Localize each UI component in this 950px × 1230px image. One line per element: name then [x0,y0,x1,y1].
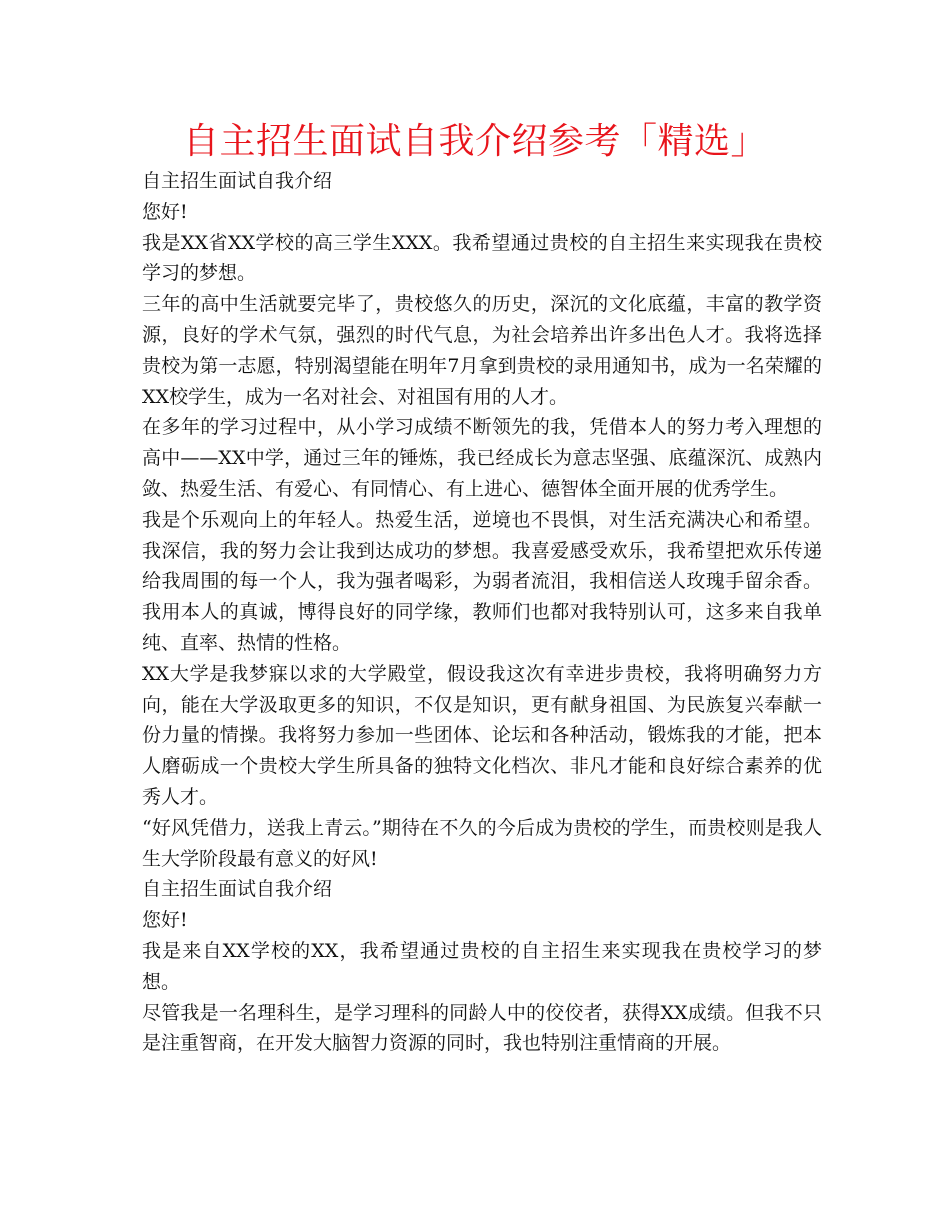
paragraph-university-goal: XX大学是我梦寐以求的大学殿堂，假设我这次有幸进步贵校，我将明确努力方向，能在大学汲取更多的知识，不仅是知识，更有献身祖国、为民族复兴奉献一份力量的情操。我将努力参加一些团体、论坛和各种活动，锻炼我的才能，把本人磨砺成一个贵校大学生所具备的独特文化档次、非凡才能和良好综合素养的优秀人才。 [142,662,822,808]
paragraph-intro-2: 我是来自XX学校的XX，我希望通过贵校的自主招生来实现我在贵校学习的梦想。 [142,939,822,993]
paragraph-intro-1: 我是XX省XX学校的高三学生XXX。我希望通过贵校的自主招生来实现我在贵校学习的梦想。 [142,231,822,285]
paragraph-personality: 我是个乐观向上的年轻人。热爱生活，逆境也不畏惧，对生活充满决心和希望。我深信，我的努力会让我到达成功的梦想。我喜爱感受欢乐，我希望把欢乐传递给我周围的每一个人，我为强者喝彩，为弱者流泪，我相信送人玫瑰手留余香。我用本人的真诚，博得良好的同学缘，教师们也都对我特别认可，这多来自我单纯、直率、热情的性格。 [142,508,822,654]
paragraph-science-student: 尽管我是一名理科生，是学习理科的同龄人中的佼佼者，获得XX成绩。但我不只是注重智商，在开发大脑智力资源的同时，我也特别注重情商的开展。 [142,1001,822,1055]
paragraph-greeting-1: 您好! [142,200,188,223]
paragraph-heading-2: 自主招生面试自我介绍 [142,878,333,901]
document-body [142,166,822,1059]
paragraph-closing-quote: “好风凭借力，送我上青云。”期待在不久的今后成为贵校的学生，而贵校则是我人生大学阶段最有意义的好风! [142,816,822,870]
paragraph-study-history: 在多年的学习过程中，从小学习成绩不断领先的我，凭借本人的努力考入理想的高中——XX中学，通过三年的锤炼，我已经成长为意志坚强、底蕴深沉、成熟内敛、热爱生活、有爱心、有同情心、有上进心、德智体全面开展的优秀学生。 [142,416,822,500]
paragraph-heading-1: 自主招生面试自我介绍 [142,170,333,192]
paragraph-school-choice: 三年的高中生活就要完毕了，贵校悠久的历史，深沉的文化底蕴，丰富的教学资源，良好的学术气氛，强烈的时代气息，为社会培养出许多出色人才。我将选择贵校为第一志愿，特别渴望能在明年7月拿到贵校的录用通知书，成为一名荣耀的XX校学生，成为一名对社会、对祖国有用的人才。 [142,293,822,408]
paragraph-greeting-2: 您好! [142,909,188,932]
document-title: 自主招生面试自我介绍参考「精选」 [182,121,767,162]
